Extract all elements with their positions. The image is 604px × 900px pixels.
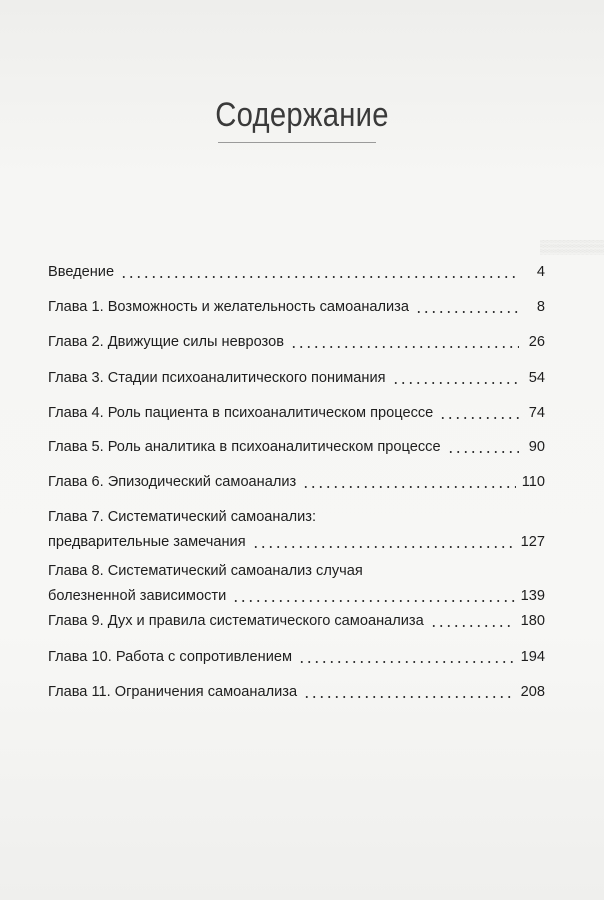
toc-entry-page: 74 (528, 405, 545, 421)
toc-entry-chapter-2[interactable] (48, 332, 545, 353)
dot-leader (430, 625, 515, 627)
dot-leader (232, 600, 514, 602)
toc-entry-chapter-7[interactable] (48, 507, 545, 553)
dot-leader (439, 417, 519, 419)
dot-leader (392, 382, 520, 384)
toc-entry-chapter-1[interactable] (48, 297, 545, 318)
dot-leader (252, 546, 515, 548)
toc-entry-label: Глава 4. Роль пациента в психоаналитическом процессе (48, 405, 434, 421)
toc-entry-page: 4 (536, 264, 545, 280)
toc-entry-page: 110 (521, 474, 545, 490)
dot-leader (447, 451, 519, 453)
toc-entry-label: Глава 1. Возможность и желательность самоанализа (48, 299, 409, 315)
dot-leader (303, 696, 515, 698)
toc-entry-page: 180 (520, 613, 545, 629)
toc-entry-label: Глава 6. Эпизодический самоанализ (48, 474, 297, 490)
dot-leader (302, 486, 516, 488)
toc-entry-label: Глава 2. Движущие силы неврозов (48, 334, 284, 350)
toc-entry-label-line-1: Глава 7. Систематический самоанализ: (48, 509, 317, 525)
title-underline (218, 142, 376, 143)
toc-entry-page: 90 (528, 439, 545, 455)
toc-entry-label: Глава 3. Стадии психоаналитического понимания (48, 370, 386, 386)
page-title: Содержание (215, 96, 389, 134)
toc-entry-chapter-6[interactable] (48, 472, 545, 493)
toc-entry-page: 194 (520, 649, 545, 665)
toc-entry-label: Глава 11. Ограничения самоанализа (48, 684, 298, 700)
toc-entry-label: Глава 9. Дух и правила систематического самоанализа (48, 613, 424, 629)
toc-entry-intro[interactable] (48, 262, 545, 283)
toc-entry-page: 54 (528, 370, 545, 386)
toc-entry-chapter-3[interactable] (48, 368, 545, 389)
toc-entry-page: 208 (520, 684, 545, 700)
toc-entry-page: 127 (520, 534, 545, 550)
toc-entry-label-line-1: Глава 8. Систематический самоанализ случая (48, 563, 363, 579)
toc-entry-label-line-2: болезненной зависимости (48, 588, 227, 604)
toc-entry-page: 26 (528, 334, 545, 350)
toc-entry-label-line-2: предварительные замечания (48, 534, 246, 550)
dot-leader (120, 276, 519, 278)
toc-entry-label: Глава 5. Роль аналитика в психоаналитическом процессе (48, 439, 441, 455)
toc-entry-page: 8 (536, 299, 545, 315)
toc-entry-chapter-11[interactable] (48, 682, 545, 703)
dot-leader (415, 311, 519, 313)
dot-leader (290, 346, 519, 348)
toc-entry-page: 139 (520, 588, 545, 604)
toc-entry-chapter-5[interactable] (48, 437, 545, 458)
toc-entry-chapter-10[interactable] (48, 647, 545, 668)
toc-entry-chapter-4[interactable] (48, 403, 545, 424)
toc-entry-label: Глава 10. Работа с сопротивлением (48, 649, 293, 665)
toc-entry-chapter-9[interactable] (48, 611, 545, 632)
dot-leader (298, 661, 515, 663)
toc-entry-label: Введение (48, 264, 115, 280)
toc-entry-chapter-8[interactable] (48, 561, 545, 607)
